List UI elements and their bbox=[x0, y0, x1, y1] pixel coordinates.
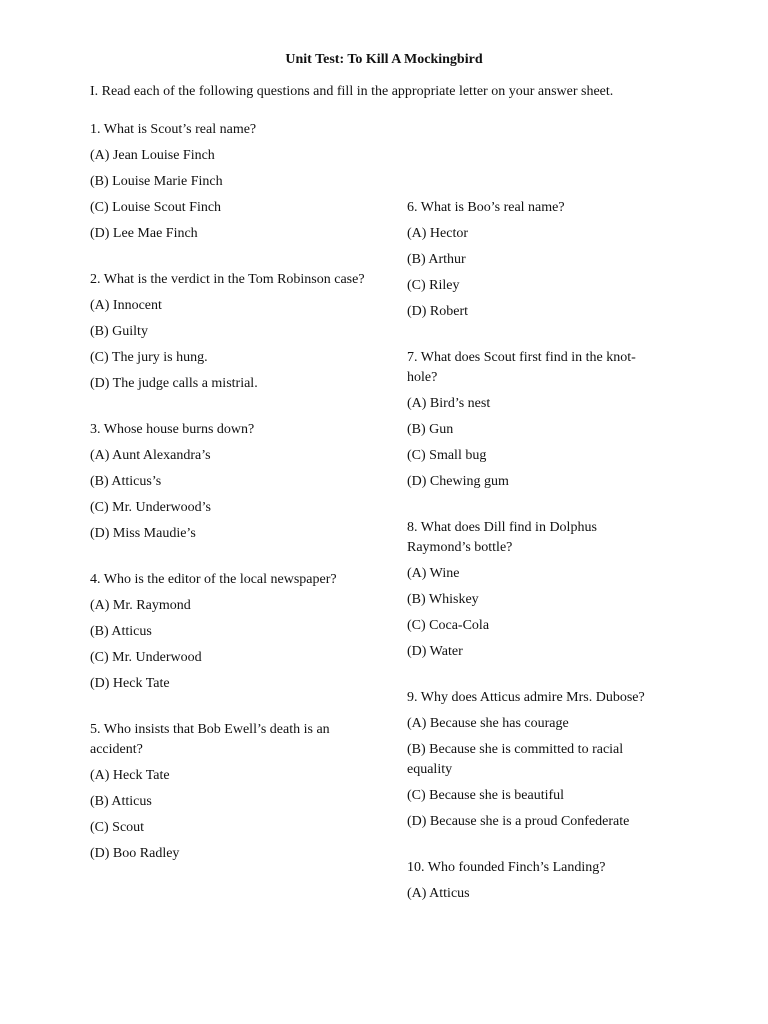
answer-option: (A) Aunt Alexandra’s bbox=[90, 448, 211, 463]
answer-option: (C) Louise Scout Finch bbox=[90, 200, 222, 215]
answer-option: (A) Mr. Raymond bbox=[90, 598, 191, 613]
question-text: 7. What does Scout first find in the knot-hole? bbox=[407, 350, 636, 385]
left-column bbox=[90, 120, 365, 890]
answer-option: (A) Heck Tate bbox=[90, 768, 170, 783]
answer-option: (C) Small bug bbox=[407, 448, 487, 463]
answer-option: (A) Hector bbox=[407, 226, 469, 241]
answer-option: (B) Atticus bbox=[90, 794, 152, 809]
answer-option: (B) Arthur bbox=[407, 252, 466, 267]
question-item bbox=[407, 518, 657, 662]
answer-option: (D) Chewing gum bbox=[407, 474, 509, 489]
answer-option: (D) The judge calls a mistrial. bbox=[90, 376, 258, 391]
page-title: Unit Test: To Kill A Mockingbird bbox=[285, 52, 483, 67]
answer-option: (C) Scout bbox=[90, 820, 145, 835]
answer-option: (D) Lee Mae Finch bbox=[90, 226, 198, 241]
question-item bbox=[90, 120, 365, 244]
question-text: 9. Why does Atticus admire Mrs. Dubose? bbox=[407, 690, 645, 705]
answer-option: (D) Because she is a proud Confederate bbox=[407, 814, 630, 829]
answer-option: (C) Mr. Underwood bbox=[90, 650, 202, 665]
question-text: 2. What is the verdict in the Tom Robinson case? bbox=[90, 272, 365, 287]
answer-option: (D) Water bbox=[407, 644, 463, 659]
question-item bbox=[90, 570, 365, 694]
answer-option: (B) Atticus bbox=[90, 624, 152, 639]
question-text: 1. What is Scout’s real name? bbox=[90, 122, 257, 137]
answer-option: (C) Coca-Cola bbox=[407, 618, 490, 633]
answer-option: (A) Bird’s nest bbox=[407, 396, 491, 411]
answer-option: (C) The jury is hung. bbox=[90, 350, 208, 365]
answer-option: (B) Atticus’s bbox=[90, 474, 162, 489]
question-item bbox=[407, 688, 657, 832]
answer-option: (D) Robert bbox=[407, 304, 469, 319]
answer-option: (B) Whiskey bbox=[407, 592, 479, 607]
question-item bbox=[90, 420, 365, 544]
answer-option: (D) Miss Maudie’s bbox=[90, 526, 196, 541]
question-text: 3. Whose house burns down? bbox=[90, 422, 255, 437]
answer-option: (A) Atticus bbox=[407, 886, 470, 901]
answer-option: (C) Riley bbox=[407, 278, 460, 293]
right-column bbox=[407, 198, 657, 930]
question-text: 10. Who founded Finch’s Landing? bbox=[407, 860, 606, 875]
answer-option: (B) Guilty bbox=[90, 324, 148, 339]
answer-option: (A) Jean Louise Finch bbox=[90, 148, 215, 163]
question-item bbox=[90, 720, 365, 864]
answer-option: (B) Louise Marie Finch bbox=[90, 174, 223, 189]
question-text: 8. What does Dill find in Dolphus Raymond’s bottle? bbox=[407, 520, 597, 555]
answer-option: (A) Innocent bbox=[90, 298, 162, 313]
question-item bbox=[407, 198, 657, 322]
answer-option: (A) Because she has courage bbox=[407, 716, 569, 731]
question-item bbox=[407, 858, 657, 904]
instructions: I. Read each of the following questions and fill in the appropriate letter on your answer sheet. bbox=[90, 84, 614, 99]
question-text: 5. Who insists that Bob Ewell’s death is an accident? bbox=[90, 722, 330, 757]
answer-option: (A) Wine bbox=[407, 566, 460, 581]
question-item bbox=[90, 270, 365, 394]
answer-option: (B) Because she is committed to racial equality bbox=[407, 742, 624, 777]
answer-option: (D) Heck Tate bbox=[90, 676, 170, 691]
question-text: 6. What is Boo’s real name? bbox=[407, 200, 565, 215]
answer-option: (B) Gun bbox=[407, 422, 454, 437]
question-text: 4. Who is the editor of the local newspaper? bbox=[90, 572, 337, 587]
answer-option: (D) Boo Radley bbox=[90, 846, 180, 861]
answer-option: (C) Because she is beautiful bbox=[407, 788, 565, 803]
question-item bbox=[407, 348, 657, 492]
answer-option: (C) Mr. Underwood’s bbox=[90, 500, 211, 515]
